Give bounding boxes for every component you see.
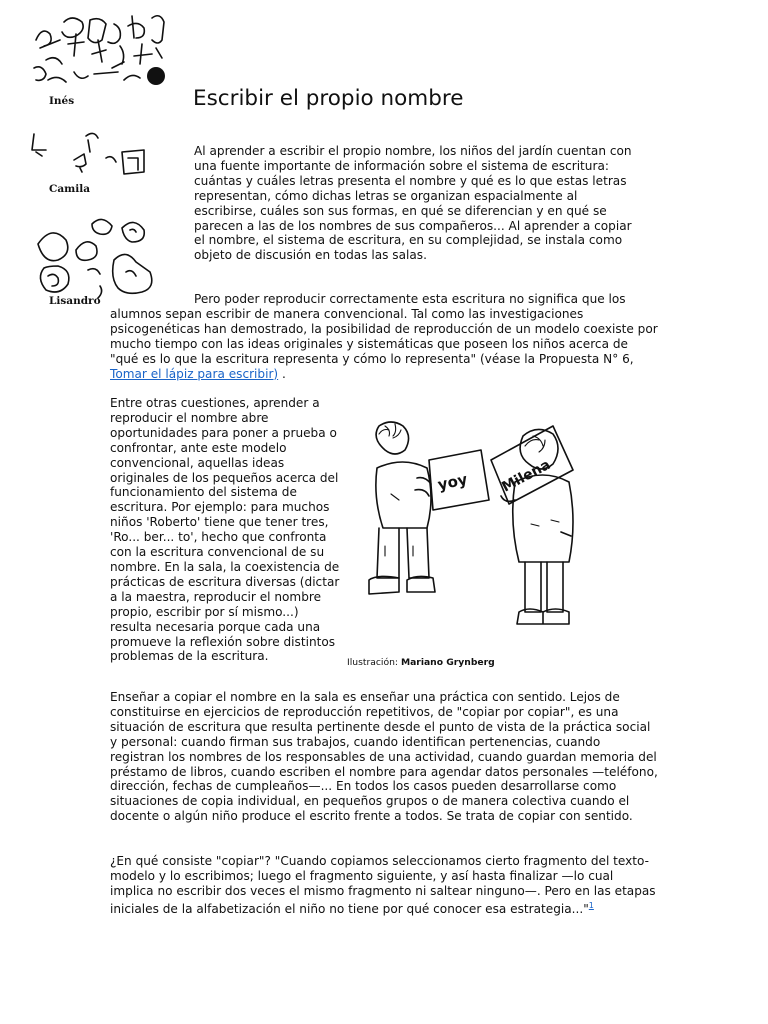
illustration-caption (347, 657, 495, 668)
child-name-camila: Camila (49, 183, 91, 195)
child-drawing-lisandro (28, 210, 163, 302)
footnote-link[interactable]: 1 (588, 900, 594, 910)
paragraph-2-end: . (278, 366, 286, 381)
page-title: Escribir el propio nombre (193, 86, 464, 111)
child-name-ines: Inés (49, 95, 75, 107)
paragraph-2 (110, 292, 658, 381)
child-drawing-camila (28, 128, 153, 190)
sign-right-text: Milena (499, 456, 554, 496)
child-drawing-ines (28, 10, 173, 95)
paragraph-2-text: Pero poder reproducir correctamente esta escritura no significa que los alumnos sepan escribir de manera convencional. Tal como las investigaciones psicogenéticas han demostrado, la posibilidad de reproducción de un modelo coexiste por mucho tiempo con las ideas originales y sistemáticas que poseen los niños acerca de "qué es lo que la escritura representa y cómo lo representa" (véase la Propuesta N° 6, (110, 292, 658, 366)
paragraph-3: Entre otras cuestiones, aprender a reproducir el nombre abre oportunidades para poner a prueba o confrontar, ante este modelo convencional, aquellas ideas originales de los pequeños acerca del funcionamiento del sistema de escritura. Por ejemplo: para muchos niños 'Roberto' tiene que tener tres, 'Ro... ber... to', hecho que confronta con la escritura convencional de su nombre. En la sala, la coexistencia de prácticas de escritura diversas (dictar a la maestra, reproducir el nombre propio, escribir por sí mismo...) resulta necesaria porque cada una promueve la reflexión sobre distintos problemas de la escritura. (110, 396, 340, 664)
paragraph-1: Al aprender a escribir el propio nombre, los niños del jardín cuentan con una fuente importante de información sobre el sistema de escritura: cuántas y cuáles letras presenta el nombre y qué es lo que estas letras representan, cómo dichas letras se organizan espacialmente al escribirse, cuáles son sus formas, en qué se diferencian y en qué se parecen a las de los nombres de sus compañeros... Al aprender a copiar el nombre, el sistema de escritura, en su complejidad, se instala como objeto de discusión en todas las salas. (194, 144, 632, 263)
illustration (355, 420, 585, 638)
child-name-lisandro: Lisandro (49, 295, 101, 307)
sign-left-text: yoy (436, 470, 470, 494)
paragraph-4: Enseñar a copiar el nombre en la sala es enseñar una práctica con sentido. Lejos de constituirse en ejercicios de reproducción repetitivos, de "copiar por copiar", es una situación de escritura que resulta pertinente desde el punto de vista de la práctica social y personal: cuando firman sus trabajos, cuando identifican pertenencias, cuando registran los nombres de los responsables de una actividad, cuando guardan memoria del préstamo de libros, cuando escriben el nombre para agendar datos personales —teléfono, dirección, fechas de cumpleaños—... En todos los casos pueden desarrollarse como situaciones de copia individual, en pequeños grupos o de manera colectiva cuando el docente o algún niño produce el escrito frente a todos. Se trata de copiar con sentido. (110, 690, 658, 824)
paragraph-5-text: ¿En qué consiste "copiar"? "Cuando copiamos seleccionamos cierto fragmento del texto-modelo y lo escribimos; luego el fragmento siguiente, y así hasta finalizar —lo cual implica no escribir dos veces el mismo fragmento ni saltear ninguno—. Pero en las etapas iniciales de la alfabetización el niño no tiene por qué conocer esa estrategia..." (110, 854, 656, 916)
propuesta-6-link[interactable]: Tomar el lápiz para escribir) (110, 366, 279, 381)
caption-prefix: Ilustración: (347, 657, 401, 668)
caption-author: Mariano Grynberg (400, 657, 495, 668)
paragraph-5 (110, 854, 658, 917)
